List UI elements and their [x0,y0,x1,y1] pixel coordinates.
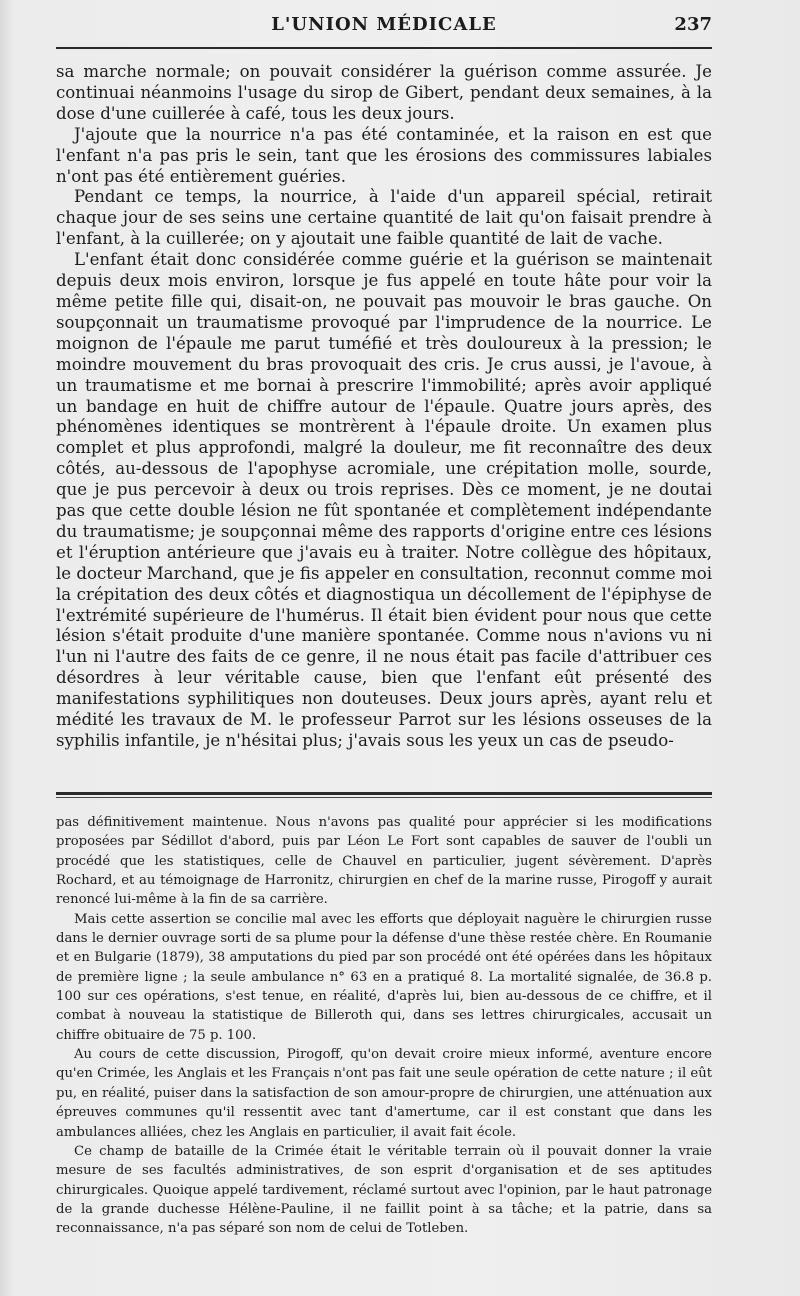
page-number: 237 [674,14,712,35]
body-paragraph: Pendant ce temps, la nourrice, à l'aide d'un appareil spécial, retirait chaque jour de ses seins une certaine quantité de lait qu'on faisait prendre à l'enfant, à la cuillerée; on y ajoutait une faible quantité de lait de vache. [56,187,712,249]
footnote-separator [56,792,712,795]
body-paragraph: L'enfant était donc considérée comme guérie et la guérison se maintenait depuis deux mois environ, lorsque je fus appelé en toute hâte pour voir la même petite fille qui, disait-on, ne pouvait pas mouvoir le bras gauche. On soupçonnait un traumatisme provoqué par l'imprudence de la nourrice. Le moignon de l'épaule me parut tuméfié et très douloureux à la pression; le moindre mouvement du bras provoquait des cris. Je crus aussi, je l'avoue, à un traumatisme et me bornai à prescrire l'immobilité; après avoir appliqué un bandage en huit de chiffre autour de l'épaule. Quatre jours après, des phénomènes identiques se montrèrent à l'épaule droite. Un examen plus complet et plus approfondi, malgré la douleur, me fit reconnaître des deux côtés, au-dessous de l'apophyse acromiale, une crépitation molle, sourde, que je pus percevoir à deux ou trois reprises. Dès ce moment, je ne doutai pas que cette double lésion ne fût spontanée et complètement indépendante du traumatisme; je soupçonnai même des rapports d'origine entre ces lésions et l'éruption antérieure que j'avais eu à traiter. Notre collègue des hôpitaux, le docteur Marchand, que je fis appeler en consultation, reconnut comme moi la crépitation des deux côtés et diagnostiqua un décollement de l'épiphyse de l'extrémité supérieure de l'humérus. Il était bien évident pour nous que cette lésion s'était produite d'une manière spontanée. Comme nous n'avions vu ni l'un ni l'autre des faits de ce genre, il ne nous était pas facile d'attribuer ces désordres à leur véritable cause, bien que l'enfant eût présenté des manifestations syphilitiques non douteuses. Deux jours après, ayant relu et médité les travaux de M. le professeur Parrot sur les lésions osseuses de la syphilis infantile, je n'hésitai plus; j'avais sous les yeux un cas de pseudo- [56,250,712,750]
main-text [56,62,712,752]
running-header [56,14,712,44]
footnote-paragraph: Au cours de cette discussion, Pirogoff, qu'on devait croire mieux informé, aventure encore qu'en Crimée, les Anglais et les Français n'ont pas fait une seule opération de cette nature ; il eût pu, en réalité, puiser dans la satisfaction de son amour-propre de chirurgien, une atténuation aux épreuves communes qu'il ressentit avec tant d'amertume, car il est constant que dans les ambulances alliées, chez les Anglais en particulier, il avait fait école. [56,1047,712,1140]
footnote-paragraph: pas définitivement maintenue. Nous n'avons pas qualité pour apprécier si les modifications proposées par Sédillot d'abord, puis par Léon Le Fort sont capables de sauver de l'oubli un procédé que les statistiques, celle de Chauvel en particulier, jugent sévèrement. D'après Rochard, et au témoignage de Harronitz, chirurgien en chef de la marine russe, Pirogoff y aurait renoncé lui-même à la fin de sa carrière. [56,815,712,908]
footnotes [56,813,712,1239]
footnote-separator-thin [56,797,712,798]
footnote-paragraph: Mais cette assertion se concilie mal avec les efforts que déployait naguère le chirurgien russe dans le dernier ouvrage sorti de sa plume pour la défense d'une thèse restée chère. En Roumanie et en Bulgarie (1879), 38 amputations du pied par son procédé ont été opérées dans les hôpitaux de première ligne ; la seule ambulance n° 63 en a pratiqué 8. La mortalité signalée, de 36.8 p. 100 sur ces opérations, s'est tenue, en réalité, d'après lui, bien au-dessous de ce chiffre, et il combat à nouveau la statistique de Billeroth qui, dans ses lettres chirurgicales, accusait un chiffre obituaire de 75 p. 100. [56,911,712,1043]
footnote-paragraph: Ce champ de bataille de la Crimée était le véritable terrain où il pouvait donner la vraie mesure de ses facultés administratives, de son esprit d'organisation et de ses aptitudes chirurgicales. Quoique appelé tardivement, réclamé surtout avec l'opinion, par le haut patronage de la grande duchesse Hélène-Pauline, il ne faillit point à sa tâche; et la patrie, dans sa reconnaissance, n'a pas séparé son nom de celui de Totleben. [56,1143,712,1237]
header-rule [56,47,712,49]
body-paragraph: sa marche normale; on pouvait considérer la guérison comme assurée. Je continuai néanmoins l'usage du sirop de Gibert, pendant deux semaines, à la dose d'une cuillerée à café, tous les deux jours. [56,62,712,123]
body-paragraph: J'ajoute que la nourrice n'a pas été contaminée, et la raison en est que l'enfant n'a pas pris le sein, tant que les érosions des commissures labiales n'ont pas été entièrement guéries. [56,124,712,186]
journal-title: L'UNION MÉDICALE [271,14,497,35]
